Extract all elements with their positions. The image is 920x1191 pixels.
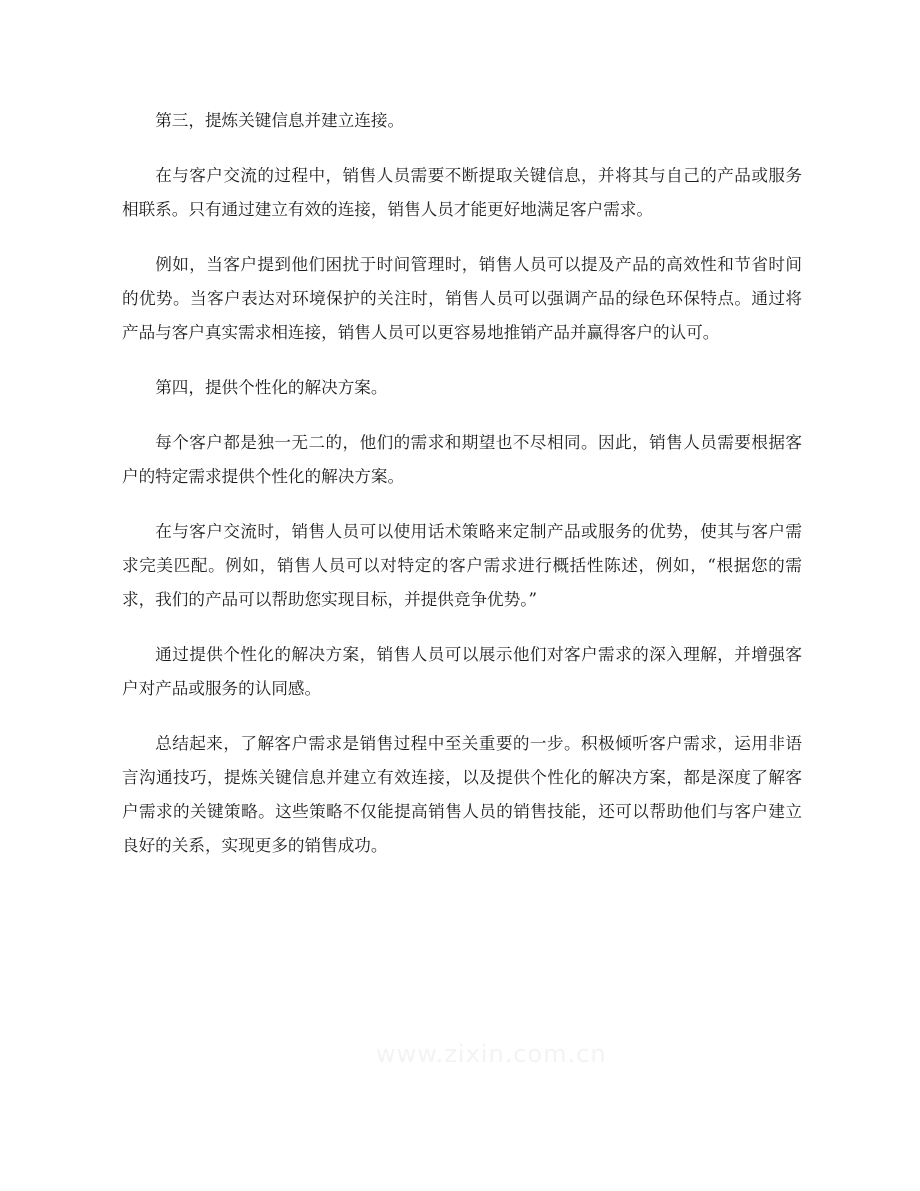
paragraph-section-four-heading: 第四，提供个性化的解决方案。 — [155, 378, 388, 397]
paragraph-summary: 总结起来，了解客户需求是销售过程中至关重要的一步。积极倾听客户需求，运用非语言沟通技巧，提炼关键信息并建立有效连接，以及提供个性化的解决方案，都是深度了解客户需求的关键策略。这些策略不仅能提高销售人员的销售技能，还可以帮助他们与客户建立良好的关系，实现更多的销售成功。 — [122, 734, 802, 855]
watermark-text: www.zixin.com.cn — [376, 1040, 607, 1068]
paragraph-personalized-solution: 通过提供个性化的解决方案，销售人员可以展示他们对客户需求的深入理解，并增强客户对产品或服务的认同感。 — [122, 645, 802, 698]
paragraph-key-info: 在与客户交流的过程中，销售人员需要不断提取关键信息，并将其与自己的产品或服务相联系。只有通过建立有效的连接，销售人员才能更好地满足客户需求。 — [122, 166, 802, 219]
document-body — [122, 104, 802, 884]
paragraph-example: 例如，当客户提到他们困扰于时间管理时，销售人员可以提及产品的高效性和节省时间的优势。当客户表达对环境保护的关注时，销售人员可以强调产品的绿色环保特点。通过将产品与客户真实需求相连接，销售人员可以更容易地推销产品并赢得客户的认可。 — [122, 255, 802, 342]
paragraph-section-three-heading: 第三，提炼关键信息并建立连接。 — [155, 111, 405, 130]
paragraph-unique-customer: 每个客户都是独一无二的，他们的需求和期望也不尽相同。因此，销售人员需要根据客户的特定需求提供个性化的解决方案。 — [122, 433, 802, 486]
paragraph-sales-script: 在与客户交流时，销售人员可以使用话术策略来定制产品或服务的优势，使其与客户需求完美匹配。例如，销售人员可以对特定的客户需求进行概括性陈述，例如，“根据您的需求，我们的产品可以帮助您实现目标，并提供竞争优势。” — [122, 522, 802, 609]
